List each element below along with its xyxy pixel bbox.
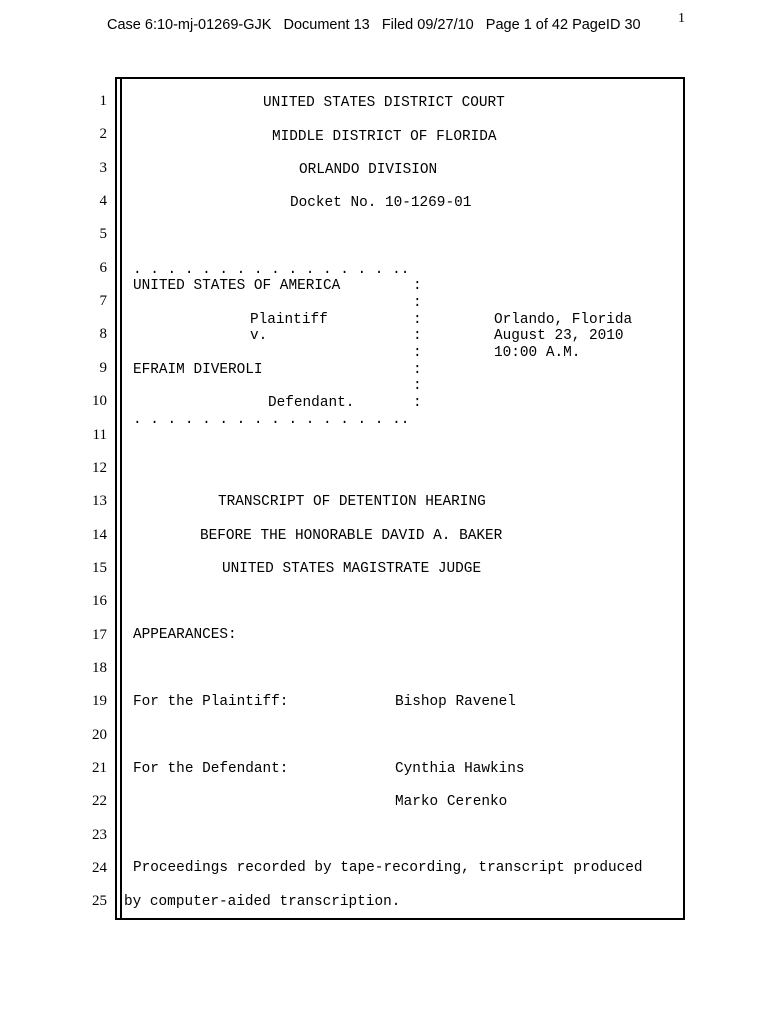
line-number: 17 <box>92 626 107 643</box>
hearing-time: 10:00 A.M. <box>494 345 581 361</box>
court-division: ORLANDO DIVISION <box>299 162 438 178</box>
line-number: 10 <box>92 393 107 410</box>
line-number: 25 <box>92 893 107 910</box>
line-number: 7 <box>99 293 107 310</box>
line-number: 22 <box>92 793 107 810</box>
case-header: Case 6:10-mj-01269-GJK Document 13 Filed 09/27/10 Page 1 of 42 PageID 30 <box>107 17 641 33</box>
line-number: 11 <box>92 426 107 443</box>
line-number: 2 <box>99 126 107 143</box>
line-number: 9 <box>99 359 107 376</box>
caption-dots-top: . . . . . . . . . . . . . . . .. <box>133 262 410 278</box>
caption-colon: : <box>413 295 422 311</box>
line-number: 8 <box>99 326 107 343</box>
line-number: 20 <box>92 726 107 743</box>
line-number: 23 <box>92 826 107 843</box>
line-number: 18 <box>92 659 107 676</box>
line-number: 13 <box>92 493 107 510</box>
appearances-heading: APPEARANCES: <box>133 627 237 643</box>
recording-note-line2: by computer-aided transcription. <box>124 894 401 910</box>
line-number: 12 <box>92 459 107 476</box>
defendant-name: EFRAIM DIVEROLI <box>133 362 263 378</box>
plaintiff-label: For the Plaintiff: <box>133 694 289 710</box>
plaintiff-counsel: Bishop Ravenel <box>395 694 516 710</box>
line-number: 3 <box>99 159 107 176</box>
hearing-date: August 23, 2010 <box>494 328 624 344</box>
margin-rule <box>120 79 122 918</box>
caption-colon: : <box>413 378 422 394</box>
line-number: 1 <box>99 93 107 109</box>
line-number: 14 <box>92 526 107 543</box>
line-number: 5 <box>99 226 107 243</box>
caption-dots-bottom: . . . . . . . . . . . . . . . .. <box>133 412 410 428</box>
hearing-location: Orlando, Florida <box>494 312 633 328</box>
judge-line: BEFORE THE HONORABLE DAVID A. BAKER <box>200 528 503 544</box>
line-number: 24 <box>92 860 107 877</box>
judge-title: UNITED STATES MAGISTRATE JUDGE <box>222 561 482 577</box>
page-number: 1 <box>678 11 685 26</box>
caption-colon: : <box>413 328 422 344</box>
defendant-counsel-2: Marko Cerenko <box>395 794 508 810</box>
court-district: MIDDLE DISTRICT OF FLORIDA <box>272 129 497 145</box>
caption-colon: : <box>413 395 422 411</box>
caption-colon: : <box>413 312 422 328</box>
versus: v. <box>250 328 268 344</box>
line-number: 15 <box>92 559 107 576</box>
caption-colon: : <box>413 278 422 294</box>
plaintiff-name: UNITED STATES OF AMERICA <box>133 278 341 294</box>
plaintiff-role: Plaintiff <box>250 312 328 328</box>
recording-note-line1: Proceedings recorded by tape-recording, transcript produced <box>133 860 643 876</box>
line-number: 4 <box>99 193 107 210</box>
defendant-label: For the Defendant: <box>133 761 289 777</box>
court-name: UNITED STATES DISTRICT COURT <box>263 95 505 111</box>
caption-colon: : <box>413 362 422 378</box>
defendant-role: Defendant. <box>268 395 355 411</box>
defendant-counsel-1: Cynthia Hawkins <box>395 761 525 777</box>
line-number: 16 <box>92 593 107 610</box>
docket-number: Docket No. 10-1269-01 <box>290 195 472 211</box>
transcript-title: TRANSCRIPT OF DETENTION HEARING <box>218 494 486 510</box>
line-number: 21 <box>92 760 107 776</box>
line-number: 6 <box>99 259 107 276</box>
line-number: 19 <box>92 693 107 710</box>
caption-colon: : <box>413 345 422 361</box>
